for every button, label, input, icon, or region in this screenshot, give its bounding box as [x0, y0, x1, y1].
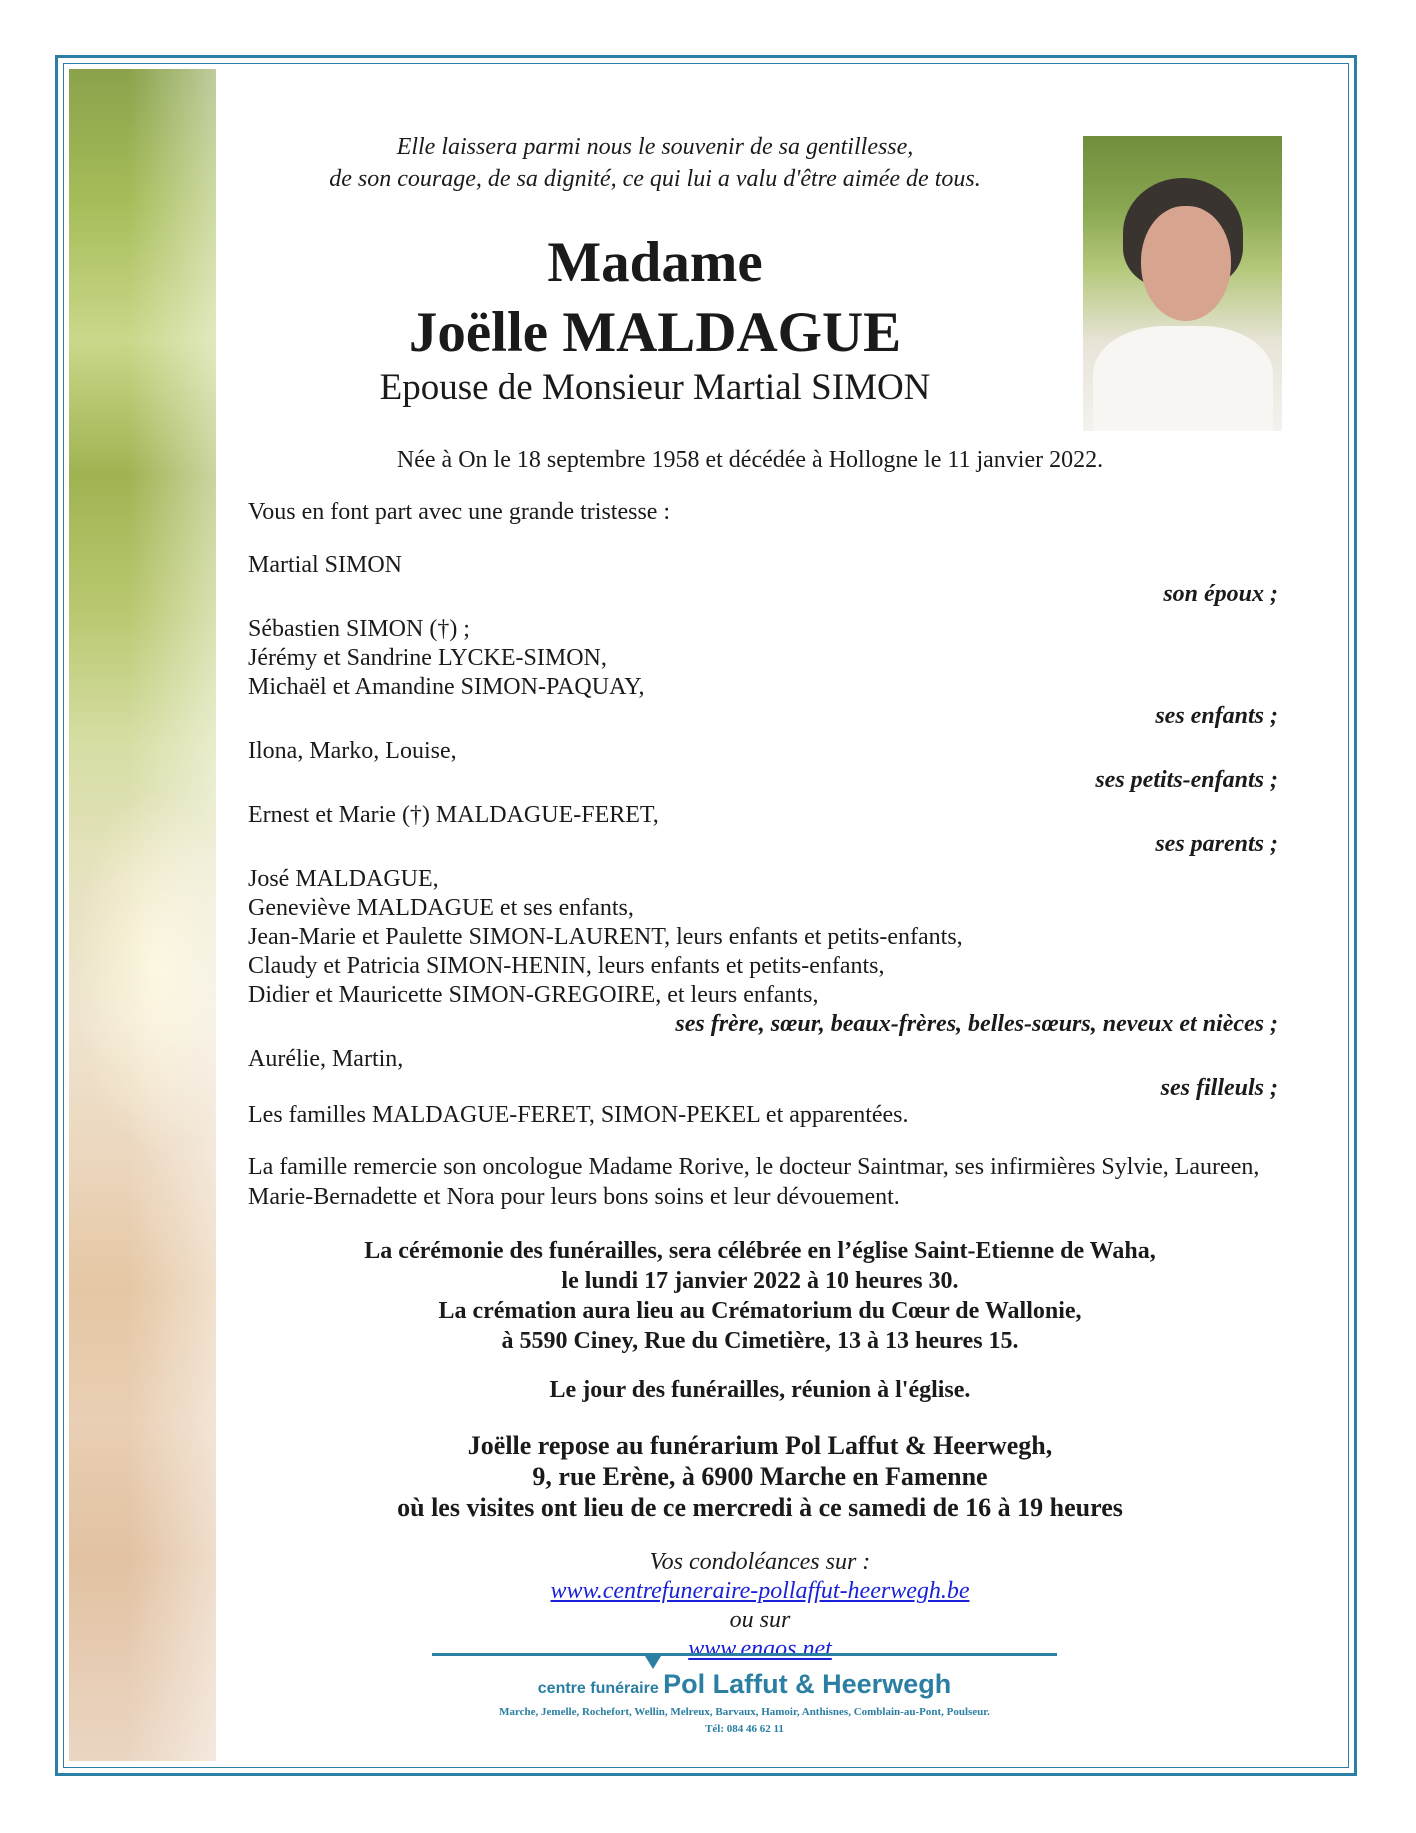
- brand-big: Pol Laffut & Heerwegh: [663, 1669, 952, 1699]
- repose-line: Joëlle repose au funérarium Pol Laffut & Heerwegh,: [467, 1431, 1053, 1460]
- announce-text: Vous en font part avec une grande tristesse :: [248, 499, 671, 525]
- footer-divider: [432, 1653, 1057, 1656]
- family-member: Didier et Mauricette SIMON-GREGOIRE, et leurs enfants,: [248, 982, 819, 1008]
- family-member: Aurélie, Martin,: [248, 1046, 404, 1072]
- reunion-text: Le jour des funérailles, réunion à l'église.: [549, 1377, 971, 1403]
- family-member: Jean-Marie et Paulette SIMON-LAURENT, leurs enfants et petits-enfants,: [248, 924, 963, 950]
- funeral-center-logo: [432, 1669, 1057, 1700]
- ceremony-line: le lundi 17 janvier 2022 à 10 heures 30.: [561, 1268, 959, 1294]
- family-member: Ernest et Marie (†) MALDAGUE-FERET,: [248, 802, 659, 828]
- family-list: [248, 551, 1278, 1109]
- footer-phone: Tél: 084 46 62 11: [705, 1723, 784, 1735]
- funeral-center-link[interactable]: www.centrefuneraire-pollaffut-heerwegh.be: [550, 1578, 970, 1604]
- footer-arrow-icon: [645, 1656, 661, 1669]
- family-role: ses enfants ;: [1155, 703, 1278, 729]
- quote-line: Elle laissera parmi nous le souvenir de sa gentillesse,: [396, 134, 914, 160]
- family-member: Claudy et Patricia SIMON-HENIN, leurs enfants et petits-enfants,: [248, 953, 885, 979]
- repose-details: [230, 1430, 1290, 1523]
- family-role: ses parents ;: [1155, 831, 1278, 857]
- family-member: Martial SIMON: [248, 552, 402, 578]
- family-role: ses filleuls ;: [1160, 1075, 1278, 1101]
- family-member: Geneviève MALDAGUE et ses enfants,: [248, 895, 634, 921]
- enaos-link[interactable]: www.enaos.net: [688, 1636, 832, 1662]
- deceased-name: [230, 228, 1080, 368]
- forest-path-image: [69, 69, 216, 1761]
- condolences-label: Vos condoléances sur :: [649, 1549, 871, 1575]
- repose-line: 9, rue Erène, à 6900 Marche en Famenne: [532, 1462, 988, 1491]
- ceremony-line: La cérémonie des funérailles, sera célébrée en l’église Saint-Etienne de Waha,: [364, 1238, 1156, 1264]
- family-member: José MALDAGUE,: [248, 866, 439, 892]
- family-member: Michaël et Amandine SIMON-PAQUAY,: [248, 674, 645, 700]
- family-role: son époux ;: [1163, 581, 1278, 607]
- title-line: Madame: [547, 231, 763, 294]
- memorial-quote: [230, 131, 1080, 195]
- family-member: Sébastien SIMON (†) ;: [248, 616, 470, 642]
- spouse-line: Epouse de Monsieur Martial SIMON: [379, 367, 931, 408]
- family-member: Jérémy et Sandrine LYCKE-SIMON,: [248, 645, 607, 671]
- birth-death-dates: Née à On le 18 septembre 1958 et décédée à Hollogne le 11 janvier 2022.: [396, 447, 1104, 473]
- extended-families: Les familles MALDAGUE-FERET, SIMON-PEKEL et apparentées.: [248, 1102, 909, 1128]
- thanks-text: La famille remercie son oncologue Madame Rorive, le docteur Saintmar, ses infirmières Sylvie, Laureen, Marie-Bernadette et Nora pour leurs bons soins et leur dévouement.: [248, 1154, 1260, 1210]
- quote-line: de son courage, de sa dignité, ce qui lui a valu d'être aimée de tous.: [329, 166, 981, 192]
- family-role: ses petits-enfants ;: [1095, 767, 1278, 793]
- ceremony-line: à 5590 Ciney, Rue du Cimetière, 13 à 13 heures 15.: [501, 1328, 1019, 1354]
- family-member: Ilona, Marko, Louise,: [248, 738, 457, 764]
- ceremony-details: [230, 1236, 1290, 1356]
- condolences: [230, 1548, 1290, 1664]
- deceased-portrait: [1083, 136, 1282, 431]
- repose-line: où les visites ont lieu de ce mercredi à ce samedi de 16 à 19 heures: [397, 1493, 1123, 1522]
- brand-small: centre funéraire: [537, 1680, 659, 1697]
- ceremony-line: La crémation aura lieu au Crématorium du Cœur de Wallonie,: [438, 1298, 1082, 1324]
- or-label: ou sur: [729, 1607, 791, 1633]
- footer-towns: Marche, Jemelle, Rochefort, Wellin, Melreux, Barvaux, Hamoir, Anthisnes, Comblain-au-Pont, Poulseur.: [499, 1706, 990, 1718]
- title-line: Joëlle MALDAGUE: [408, 301, 902, 364]
- family-role: ses frère, sœur, beaux-frères, belles-sœurs, neveux et nièces ;: [675, 1011, 1278, 1037]
